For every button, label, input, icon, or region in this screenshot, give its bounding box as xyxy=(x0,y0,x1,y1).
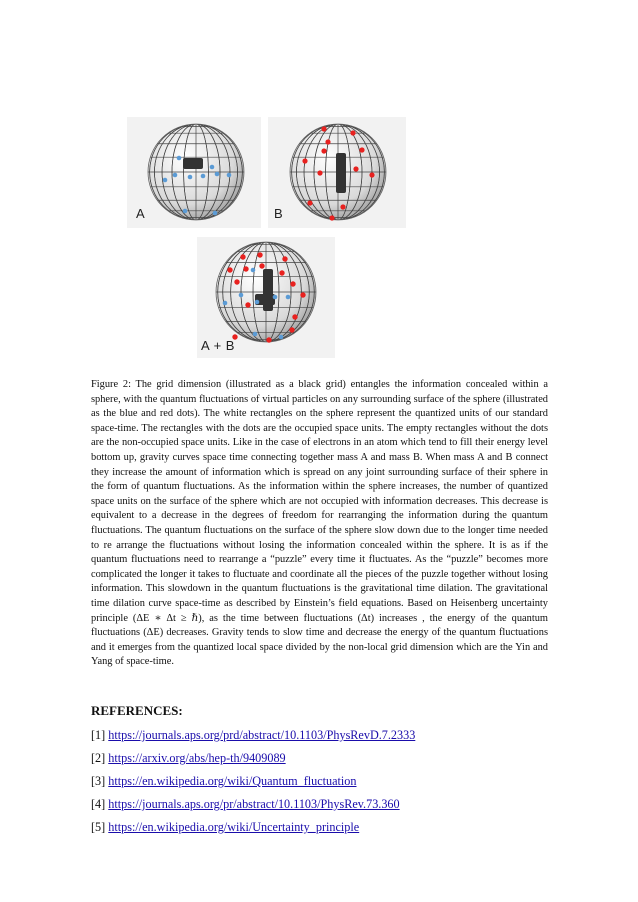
fluctuation-dot xyxy=(317,170,322,175)
fluctuation-dot xyxy=(282,256,287,261)
mass-block xyxy=(183,158,203,169)
fluctuation-dot xyxy=(245,302,250,307)
fluctuation-dot xyxy=(215,172,220,177)
fluctuation-dot xyxy=(266,337,271,342)
fluctuation-dot xyxy=(307,200,312,205)
fluctuation-dot xyxy=(350,130,355,135)
sphere-a-illustration xyxy=(127,117,261,228)
reference-link[interactable]: https://journals.aps.org/prd/abstract/10.1103/PhysRevD.7.2333 xyxy=(108,728,416,742)
fluctuation-dot xyxy=(340,204,345,209)
figure-panel-a xyxy=(127,117,261,228)
fluctuation-dot xyxy=(321,126,326,131)
fluctuation-dot xyxy=(253,332,258,337)
fluctuation-dot xyxy=(325,139,330,144)
fluctuation-dot xyxy=(359,147,364,152)
reference-item xyxy=(91,751,286,766)
fluctuation-dot xyxy=(234,279,239,284)
fluctuation-dot xyxy=(213,211,218,216)
fluctuation-dot xyxy=(273,295,278,300)
fluctuation-dot xyxy=(163,178,168,183)
reference-link[interactable]: https://en.wikipedia.org/wiki/Quantum_fluctuation xyxy=(108,774,357,788)
fluctuation-dot xyxy=(259,263,264,268)
references-heading: REFERENCES: xyxy=(91,703,183,718)
reference-link[interactable]: https://journals.aps.org/pr/abstract/10.1103/PhysRev.73.360 xyxy=(108,797,400,811)
fluctuation-dot xyxy=(227,173,232,178)
mass-block xyxy=(336,153,346,193)
fluctuation-dot xyxy=(353,166,358,171)
reference-number: [4] xyxy=(91,797,106,811)
fluctuation-dot xyxy=(257,252,262,257)
panel-label-a-plus-b: A + B xyxy=(201,338,235,353)
fluctuation-dot xyxy=(302,158,307,163)
reference-link[interactable]: https://en.wikipedia.org/wiki/Uncertainty_principle xyxy=(108,820,360,834)
fluctuation-dot xyxy=(289,327,294,332)
sphere-b-illustration xyxy=(268,117,406,228)
fluctuation-dot xyxy=(329,215,334,220)
fluctuation-dot xyxy=(255,300,260,305)
fluctuation-dot xyxy=(300,292,305,297)
fluctuation-dot xyxy=(239,293,244,298)
fluctuation-dot xyxy=(279,335,284,340)
fluctuation-dot xyxy=(286,295,291,300)
fluctuation-dot xyxy=(240,254,245,259)
fluctuation-dot xyxy=(243,266,248,271)
reference-number: [3] xyxy=(91,774,106,788)
figure-panel-a-plus-b xyxy=(197,237,335,358)
figure-panel-b xyxy=(268,117,406,228)
fluctuation-dot xyxy=(290,281,295,286)
reference-item xyxy=(91,820,359,835)
fluctuation-dot xyxy=(177,156,182,161)
fluctuation-dot xyxy=(227,267,232,272)
figure-caption: Figure 2: The grid dimension (illustrated as a black grid) entangles the information concealed within a sphere, with the quantum fluctuations of virtual particles on any surrounding surface of the sphere (illustrated as the blue and red dots). The white rectangles on the sphere represent the quantized units of our standard space-time. The rectangles with the dots are the occupied space units. The empty rectangles without the dots are the non-occupied space units. Like in the case of electrons in an atom which tend to fill their energy level bottom up, gravity curves space time connecting together mass A and mass B. When mass A and B connect they increase the amount of information which is spread on any joint surrounding surface of their sphere in the form of quantum fluctuations. As the information within the sphere increases, the number of quantized space units on the surface of the sphere which are not occupied with information decreases. This decrease is equivalent to a decrease in the degrees of freedom for rearranging the information during the quantum fluctuations. The quantum fluctuations on the surface of the sphere slow down due to the longer time needed to re arrange the fluctuations without losing the information concealed within the sphere. It is as if the quantum fluctuations need to rearrange a “puzzle” every time it fluctuates. As the “puzzle” becomes more complicated the longer it takes to fluctuate and coordinate all the pieces of the puzzle together without losing information. This slowdown in the quantum fluctuations is the gravitational time dilation. The gravitational time dilation curve space-time as described by Einstein’s field equations. Based on Heisenberg uncertainty principle (ΔE ∗ Δt ≥ ℏ), as the time between fluctuations (Δt) increases , the energy of the quantum fluctuations (ΔE) decreases. Gravity tends to slow time and decrease the energy of the quantum fluctuations and it emerges from the quantized local space divided by the non-local grid dimension which are the Yin and Yang of space-time. xyxy=(91,379,548,668)
fluctuation-dot xyxy=(210,165,215,170)
fluctuation-dot xyxy=(183,209,188,214)
fluctuation-dot xyxy=(188,175,193,180)
fluctuation-dot xyxy=(279,270,284,275)
fluctuation-dot xyxy=(201,174,206,179)
fluctuation-dot xyxy=(223,301,228,306)
reference-item xyxy=(91,728,415,743)
reference-number: [2] xyxy=(91,751,106,765)
panel-label-a: A xyxy=(136,206,146,221)
fluctuation-dot xyxy=(292,314,297,319)
reference-link[interactable]: https://arxiv.org/abs/hep-th/9409089 xyxy=(108,751,286,765)
fluctuation-dot xyxy=(251,268,256,273)
reference-number: [5] xyxy=(91,820,106,834)
fluctuation-dot xyxy=(321,148,326,153)
panel-label-b: B xyxy=(274,206,284,221)
reference-item xyxy=(91,797,400,812)
fluctuation-dot xyxy=(369,172,374,177)
reference-item xyxy=(91,774,357,789)
fluctuation-dot xyxy=(173,173,178,178)
reference-number: [1] xyxy=(91,728,106,742)
